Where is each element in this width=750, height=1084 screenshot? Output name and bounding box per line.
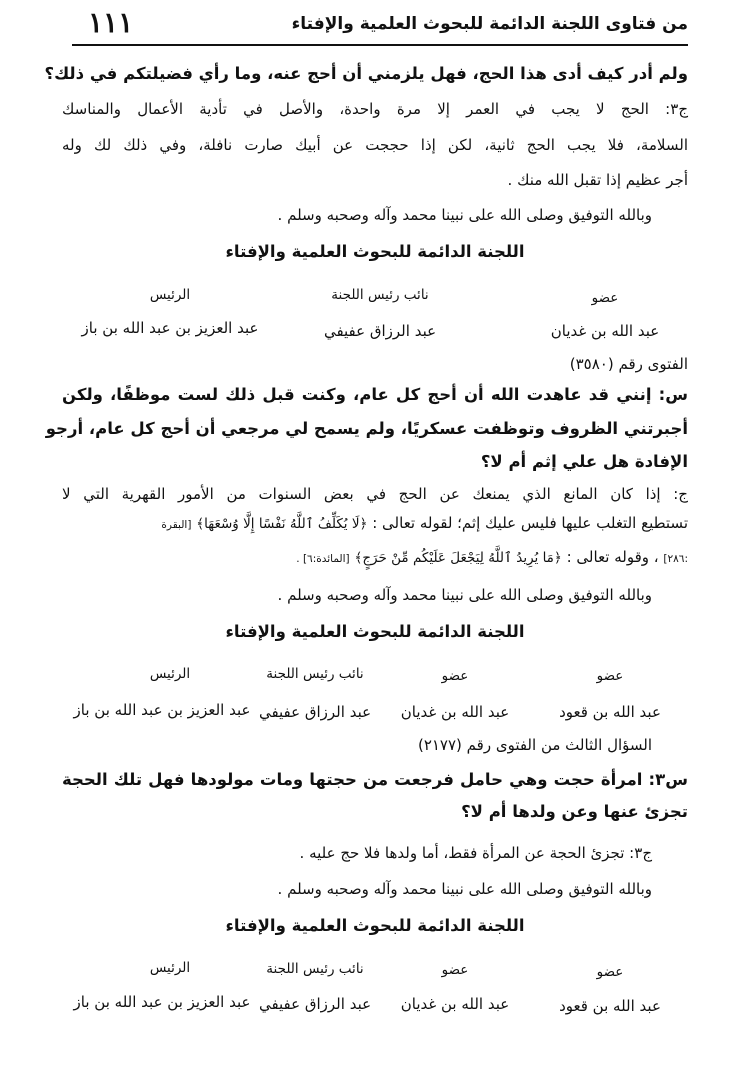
question-number: السؤال الثالث من الفتوى رقم (٢١٧٧) — [417, 736, 652, 754]
question-line: تجزئ عنها وعن ولدها أم لا؟ — [461, 802, 688, 821]
question-line: أجبرتني الظروف وتوظفت عسكريًا، ولم يسمح لي مرجعي أن أحج كل عام، أرجو — [45, 419, 688, 438]
signatory-name: عبد الله بن غديان — [400, 995, 510, 1013]
fatwa-number: الفتوى رقم (٣٥٨٠) — [569, 355, 688, 373]
signatory-role: عضو — [591, 290, 619, 306]
signatory-role: عضو — [596, 964, 624, 980]
signatory-role: عضو — [596, 668, 624, 684]
answer-line: ج٣: تجزئ الحجة عن المرأة فقط، أما ولدها فلا حج عليه . — [299, 844, 652, 862]
signatory-name: عبد الله بن غديان — [400, 703, 510, 721]
answer-line: أجر عظيم إذا تقبل الله منك . — [507, 171, 688, 189]
answer-line — [296, 548, 688, 566]
signatory-name: عبد الرزاق عفيفي — [258, 995, 372, 1013]
question-text: ولم أدر كيف أدى هذا الحج، فهل يلزمني أن أحج عنه، وما رأي فضيلتكم في ذلك؟ — [44, 64, 688, 83]
quran-verse: ﴿لَا يُكَلِّفُ ٱللَّهُ نَفْسًا إِلَّا وُسْعَهَا﴾ — [196, 516, 368, 532]
signatory-role: عضو — [441, 668, 469, 684]
committee-title: اللجنة الدائمة للبحوث العلمية والإفتاء — [225, 916, 525, 935]
signatory-name: عبد الله بن قعود — [559, 703, 661, 721]
running-header-title: من فتاوى اللجنة الدائمة للبحوث العلمية والإفتاء — [291, 14, 688, 34]
closing-formula: وبالله التوفيق وصلى الله على نبينا محمد وآله وصحبه وسلم . — [277, 586, 652, 604]
closing-formula: وبالله التوفيق وصلى الله على نبينا محمد وآله وصحبه وسلم . — [277, 880, 652, 898]
signatory-name: عبد العزيز بن عبد الله بن باز — [73, 993, 251, 1011]
answer-line — [161, 514, 688, 532]
signatory-role: الرئيس — [149, 960, 191, 976]
committee-title: اللجنة الدائمة للبحوث العلمية والإفتاء — [225, 242, 525, 261]
answer-text: تستطيع التغلب عليها فليس عليك إثم؛ لقوله تعالى : — [372, 514, 688, 532]
signatory-role: نائب رئيس اللجنة — [266, 666, 364, 682]
answer-line: ج٣: الحج لا يجب في العمر إلا مرة واحدة، والأصل في تأدية الأعمال والمناسك — [62, 100, 688, 118]
signatory-name: عبد الله بن قعود — [559, 997, 661, 1015]
verse-reference: :٢٨٦] — [663, 553, 688, 565]
signatory-name: عبد الله بن غديان — [550, 322, 660, 340]
signatory-name: عبد الرزاق عفيفي — [323, 322, 437, 340]
signatory-name: عبد الرزاق عفيفي — [258, 703, 372, 721]
closing-formula: وبالله التوفيق وصلى الله على نبينا محمد وآله وصحبه وسلم . — [277, 206, 652, 224]
committee-title: اللجنة الدائمة للبحوث العلمية والإفتاء — [225, 622, 525, 641]
question-line: س: إنني قد عاهدت الله أن أحج كل عام، وكنت قبل ذلك لست موظفًا، ولكن — [62, 385, 688, 404]
signatory-name: عبد العزيز بن عبد الله بن باز — [81, 319, 259, 337]
answer-line: ج: إذا كان المانع الذي يمنعك عن الحج في بعض السنوات من الأمور القهرية التي لا — [62, 485, 688, 503]
answer-text: ، وقوله تعالى : — [566, 548, 659, 566]
quran-verse: ﴿مَا يُرِيدُ ٱللَّهُ لِيَجْعَلَ عَلَيْكُم مِّنْ حَرَجٍ﴾ — [354, 550, 562, 566]
signatory-role: نائب رئيس اللجنة — [331, 287, 429, 303]
question-line: س٣: امرأة حجت وهي حامل فرجعت من حجتها ومات مولودها فهل تلك الحجة — [62, 770, 688, 789]
signatory-name: عبد العزيز بن عبد الله بن باز — [73, 701, 251, 719]
signatory-role: الرئيس — [149, 666, 191, 682]
page-number: ١١١ — [88, 6, 134, 39]
signatory-role: الرئيس — [149, 287, 191, 303]
signatory-role: نائب رئيس اللجنة — [266, 961, 364, 977]
verse-reference: [المائدة:٦] . — [296, 553, 350, 565]
verse-reference: [البقرة — [161, 519, 192, 531]
signatory-role: عضو — [441, 962, 469, 978]
answer-line: السلامة، فلا يجب الحج ثانية، لكن إذا حججت عن أبيك صارت نافلة، وفي ذلك لك وله — [62, 136, 688, 154]
header-divider — [72, 44, 688, 46]
question-line: الإفادة هل علي إثم أم لا؟ — [480, 452, 688, 471]
